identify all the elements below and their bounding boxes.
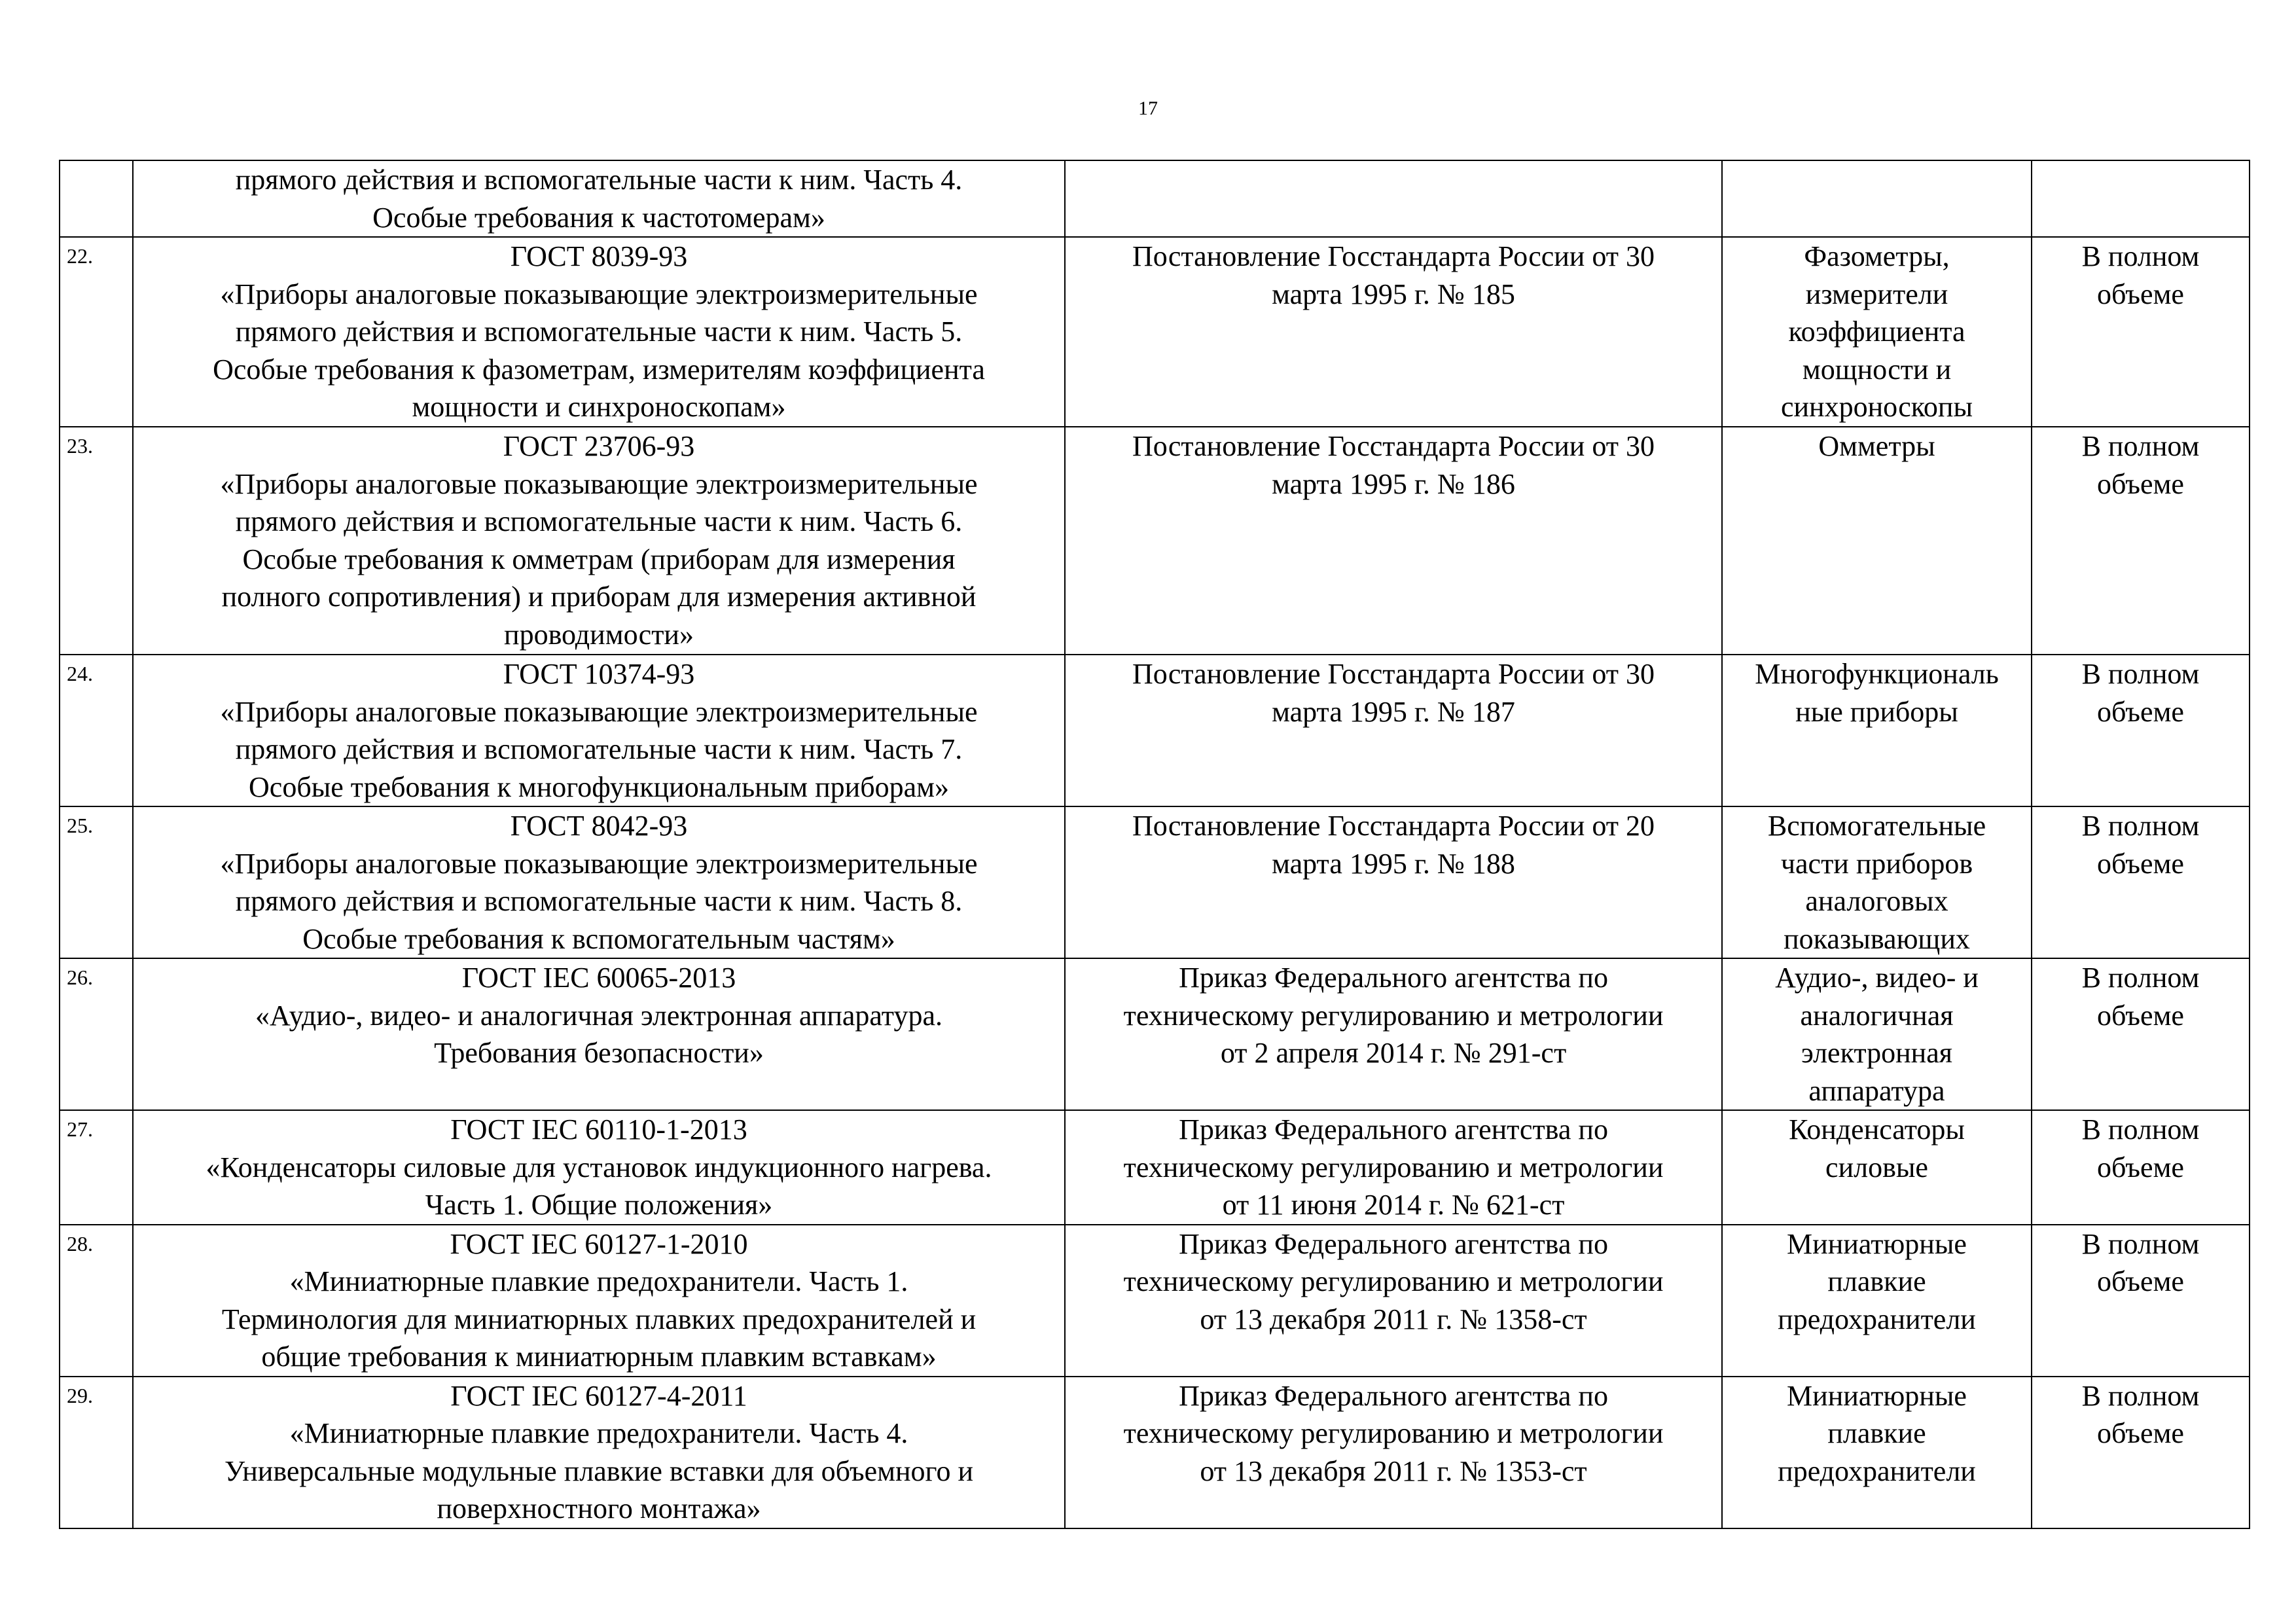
scope-cell: В полном объеме <box>2032 1377 2250 1528</box>
approval-document-cell: Постановление Госстандарта России от 30 марта 1995 г. № 187 <box>1065 655 1722 806</box>
row-number-cell: 23. <box>60 427 133 655</box>
product-cell: Омметры <box>1722 427 2032 655</box>
table-row <box>60 237 2250 427</box>
standard-cell: ГОСТ 8039-93 «Приборы аналоговые показывающие электроизмерительные прямого действия и вспомогательные части к ним. Часть 5. Особые требования к фазометрам, измерителям коэффициента мощности и синхроноскопам» <box>133 237 1065 427</box>
table-row <box>60 427 2250 655</box>
product-cell: Вспомогательные части приборов аналоговых показывающих <box>1722 806 2032 958</box>
scope-cell: В полном объеме <box>2032 237 2250 427</box>
row-number-cell: 24. <box>60 655 133 806</box>
approval-document-cell: Приказ Федерального агентства по техническому регулированию и метрологии от 2 апреля 2014 г. № 291-ст <box>1065 958 1722 1110</box>
standard-cell: ГОСТ 10374-93 «Приборы аналоговые показывающие электроизмерительные прямого действия и вспомогательные части к ним. Часть 7. Особые требования к многофункциональным приборам» <box>133 655 1065 806</box>
row-number-cell: 22. <box>60 237 133 427</box>
product-cell: Конденсаторы силовые <box>1722 1110 2032 1225</box>
standard-cell: ГОСТ IEC 60127-4-2011 «Миниатюрные плавкие предохранители. Часть 4. Универсальные модульные плавкие вставки для объемного и поверхностного монтажа» <box>133 1377 1065 1528</box>
scope-cell: В полном объеме <box>2032 1110 2250 1225</box>
row-number-cell: 27. <box>60 1110 133 1225</box>
standard-cell: ГОСТ 8042-93 «Приборы аналоговые показывающие электроизмерительные прямого действия и вспомогательные части к ним. Часть 8. Особые требования к вспомогательным частям» <box>133 806 1065 958</box>
scope-cell <box>2032 160 2250 237</box>
table-row <box>60 160 2250 237</box>
product-cell: Миниатюрные плавкие предохранители <box>1722 1225 2032 1377</box>
approval-document-cell <box>1065 160 1722 237</box>
standard-cell: ГОСТ IEC 60110-1-2013 «Конденсаторы силовые для установок индукционного нагрева. Часть 1. Общие положения» <box>133 1110 1065 1225</box>
scope-cell: В полном объеме <box>2032 806 2250 958</box>
table-row <box>60 958 2250 1110</box>
product-cell <box>1722 160 2032 237</box>
row-number-cell: 29. <box>60 1377 133 1528</box>
table-row <box>60 1225 2250 1377</box>
row-number-cell: 28. <box>60 1225 133 1377</box>
standard-cell: ГОСТ 23706-93 «Приборы аналоговые показывающие электроизмерительные прямого действия и вспомогательные части к ним. Часть 6. Особые требования к омметрам (приборам для измерения полного сопротивления) и приборам для измерения активной проводимости» <box>133 427 1065 655</box>
scope-cell: В полном объеме <box>2032 655 2250 806</box>
standard-cell: ГОСТ IEC 60127-1-2010 «Миниатюрные плавкие предохранители. Часть 1. Терминология для миниатюрных плавких предохранителей и общие требования к миниатюрным плавким вставкам» <box>133 1225 1065 1377</box>
approval-document-cell: Постановление Госстандарта России от 30 марта 1995 г. № 186 <box>1065 427 1722 655</box>
product-cell: Миниатюрные плавкие предохранители <box>1722 1377 2032 1528</box>
approval-document-cell: Приказ Федерального агентства по техническому регулированию и метрологии от 13 декабря 2011 г. № 1353-ст <box>1065 1377 1722 1528</box>
scope-cell: В полном объеме <box>2032 958 2250 1110</box>
table-row <box>60 806 2250 958</box>
table-row <box>60 1377 2250 1528</box>
product-cell: Фазометры, измерители коэффициента мощности и синхроноскопы <box>1722 237 2032 427</box>
standard-cell: прямого действия и вспомогательные части к ним. Часть 4. Особые требования к частотомерам» <box>133 160 1065 237</box>
standards-table <box>59 160 2250 1529</box>
row-number-cell <box>60 160 133 237</box>
product-cell: Многофункциональ ные приборы <box>1722 655 2032 806</box>
standard-cell: ГОСТ IEC 60065-2013 «Аудио-, видео- и аналогичная электронная аппаратура. Требования безопасности» <box>133 958 1065 1110</box>
product-cell: Аудио-, видео- и аналогичная электронная аппаратура <box>1722 958 2032 1110</box>
scope-cell: В полном объеме <box>2032 1225 2250 1377</box>
approval-document-cell: Постановление Госстандарта России от 30 марта 1995 г. № 185 <box>1065 237 1722 427</box>
scope-cell: В полном объеме <box>2032 427 2250 655</box>
table-row <box>60 1110 2250 1225</box>
approval-document-cell: Приказ Федерального агентства по техническому регулированию и метрологии от 11 июня 2014 г. № 621-ст <box>1065 1110 1722 1225</box>
approval-document-cell: Постановление Госстандарта России от 20 марта 1995 г. № 188 <box>1065 806 1722 958</box>
standards-table-body <box>60 160 2250 1528</box>
table-row <box>60 655 2250 806</box>
approval-document-cell: Приказ Федерального агентства по техническому регулированию и метрологии от 13 декабря 2011 г. № 1358-ст <box>1065 1225 1722 1377</box>
row-number-cell: 25. <box>60 806 133 958</box>
page-number: 17 <box>1138 98 1158 119</box>
row-number-cell: 26. <box>60 958 133 1110</box>
